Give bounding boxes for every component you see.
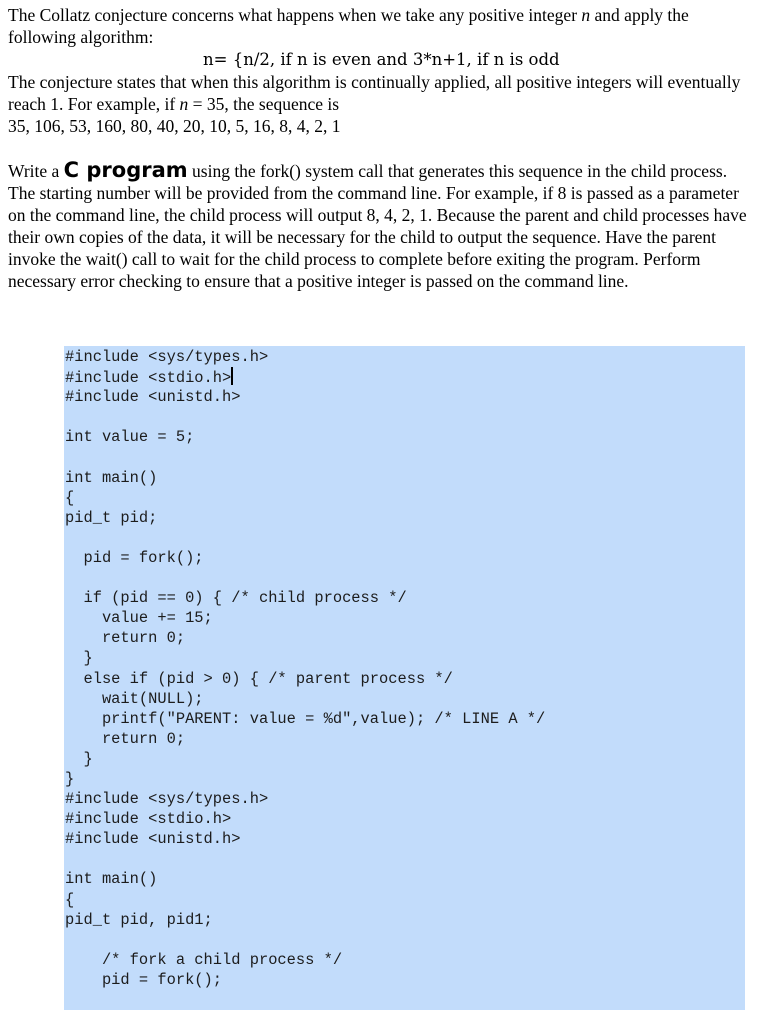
code-line: { xyxy=(65,890,75,909)
code-line xyxy=(65,849,545,869)
code-line: int value = 5; xyxy=(65,428,195,447)
code-line: pid = fork(); xyxy=(65,970,223,989)
code-line xyxy=(65,568,545,588)
code-line: #include <sys/types.h> xyxy=(65,348,269,366)
code-line: #include <unistd.h> xyxy=(65,388,241,407)
code-line: pid = fork(); xyxy=(65,548,204,567)
c-program-emphasis: C program xyxy=(63,158,188,182)
code-line: else if (pid > 0) { /* parent process */ xyxy=(65,669,453,688)
variable-n: n xyxy=(179,94,189,114)
code-line: #include <stdio.h> xyxy=(65,810,232,829)
code-line: return 0; xyxy=(65,629,186,648)
code-line: if (pid == 0) { /* child process */ xyxy=(65,589,407,608)
code-line: return 0; xyxy=(65,729,186,748)
intro-text-part: and apply the following algorithm: xyxy=(8,5,689,47)
conjecture-text-part: = 35, the sequence is xyxy=(188,94,340,114)
text-cursor xyxy=(231,367,233,385)
problem-text xyxy=(8,4,753,292)
intro-text-part: The Collatz conjecture concerns what happens when we take any positive integer xyxy=(8,5,582,25)
code-line xyxy=(65,930,545,950)
task-text-part: using the fork() system call that generates this sequence in the child process. The starting number will be provided from the command line. For example, if 8 is passed as a parameter on the command line, the child process will output 8, 4, 2, 1. Because the parent and child processes have their own copies of the data, it will be necessary for the child to output the sequence. Have the parent invoke the wait() call to wait for the child process to complete before exiting the program. Perform necessary error checking to ensure that a positive integer is passed on the command line. xyxy=(8,161,747,291)
code-line xyxy=(65,447,545,467)
intro-paragraph xyxy=(8,4,753,48)
code-line xyxy=(65,407,545,427)
code-line: int main() xyxy=(65,870,158,889)
code-line: #include <sys/types.h> xyxy=(65,790,269,809)
code-listing xyxy=(65,347,545,990)
paragraph-gap xyxy=(8,137,753,159)
variable-n: n xyxy=(581,5,591,25)
code-line xyxy=(65,528,545,548)
code-block xyxy=(64,346,745,1010)
example-sequence: 35, 106, 53, 160, 80, 40, 20, 10, 5, 16, 8, 4, 2, 1 xyxy=(8,116,341,136)
code-line: int main() xyxy=(65,468,158,487)
code-line xyxy=(65,367,545,387)
task-paragraph xyxy=(8,159,753,292)
code-line: } xyxy=(65,769,75,788)
task-text-part: Write a xyxy=(8,161,64,181)
code-line: { xyxy=(65,488,75,507)
code-line-text: #include <stdio.h> xyxy=(65,369,232,388)
code-line: #include <unistd.h> xyxy=(65,830,241,849)
code-line: pid_t pid; xyxy=(65,508,158,527)
code-line: /* fork a child process */ xyxy=(65,950,343,969)
code-line: value += 15; xyxy=(65,609,213,628)
code-line: wait(NULL); xyxy=(65,689,204,708)
code-line: pid_t pid, pid1; xyxy=(65,910,213,929)
code-line: } xyxy=(65,649,93,668)
conjecture-text-part: The conjecture states that when this algorithm is continually applied, all positive integers will eventually reach 1. For example, if xyxy=(8,72,741,114)
code-line: } xyxy=(65,749,93,768)
conjecture-paragraph xyxy=(8,71,753,115)
collatz-formula: n= {n/2, if n is even and 3*n+1, if n is odd xyxy=(203,50,560,69)
code-line: printf("PARENT: value = %d",value); /* LINE A */ xyxy=(65,709,546,728)
